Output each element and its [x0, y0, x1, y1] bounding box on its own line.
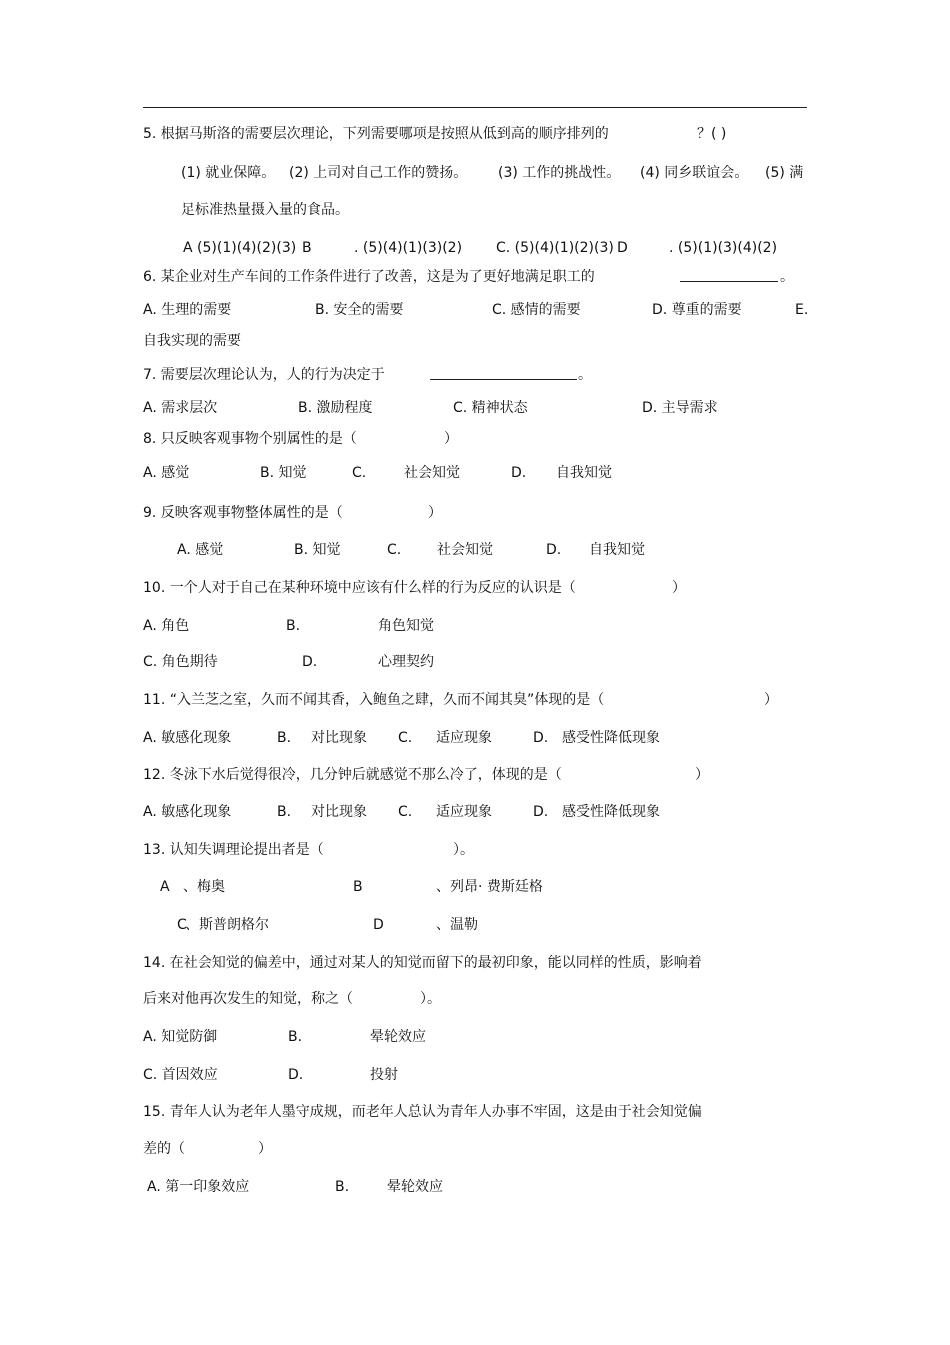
q13-option-c-letter: C — [177, 917, 187, 933]
q6-option-d: D. 尊重的需要 — [652, 302, 742, 318]
q6-blank — [680, 267, 778, 288]
q12-option-b-letter: B. — [277, 804, 292, 820]
q9-option-a: A. 感觉 — [177, 542, 224, 558]
q7-option-d: D. 主导需求 — [642, 400, 718, 416]
q6-option-a: A. 生理的需要 — [143, 302, 232, 318]
q10-stem: 10. 一个人对于自己在某种环境中应该有什么样的行为反应的认识是（ — [143, 580, 576, 596]
q11-end: ） — [764, 692, 778, 708]
q11-option-d: 感受性降低现象 — [562, 730, 660, 746]
q14-option-d-letter: D. — [288, 1067, 304, 1083]
q5-option-d: . (5)(1)(3)(4)(2) — [669, 240, 778, 256]
q12-option-d-letter: D. — [533, 804, 549, 820]
q13-option-a-letter: A — [160, 879, 170, 895]
q7-blank — [430, 365, 577, 386]
q5-item-5-cont: 足标准热量摄入量的食品。 — [181, 202, 349, 218]
q8-option-c-letter: C. — [352, 465, 367, 481]
q5-stem: 5. 根据马斯洛的需要层次理论，下列需要哪项是按照从低到高的顺序排列的 — [143, 126, 609, 142]
q12-end: ） — [695, 767, 709, 783]
q8-end: ） — [444, 431, 458, 447]
q6-option-e: E. — [795, 302, 809, 318]
q7-option-c: C. 精神状态 — [453, 400, 528, 416]
q15-end: ） — [258, 1141, 272, 1157]
q7-option-a: A. 需求层次 — [143, 400, 218, 416]
q8-option-a: A. 感觉 — [143, 465, 190, 481]
q13-end: ）。 — [453, 842, 474, 858]
q5-paren: ？( ) — [697, 126, 727, 142]
q12-option-a: A. 敏感化现象 — [143, 804, 232, 820]
q5-item-2: (2) 上司对自己工作的赞扬。 — [289, 165, 468, 181]
q15-option-b: 晕轮效应 — [387, 1179, 443, 1195]
q12-option-d: 感受性降低现象 — [562, 804, 660, 820]
q7-end: 。 — [578, 367, 592, 383]
q9-option-d: 自我知觉 — [589, 542, 645, 558]
q10-option-c: C. 角色期待 — [143, 654, 218, 670]
q14-option-a: A. 知觉防御 — [143, 1029, 218, 1045]
q5-item-5: (5) 满 — [765, 165, 804, 181]
q10-option-b: 角色知觉 — [378, 618, 434, 634]
q10-option-b-letter: B. — [286, 618, 301, 634]
q5-item-3: (3) 工作的挑战性。 — [498, 165, 621, 181]
q14-stem-line-1: 14. 在社会知觉的偏差中，通过对某人的知觉而留下的最初印象，能以同样的性质，影响着 — [143, 955, 702, 971]
q5-option-c: C. (5)(4)(1)(2)(3) — [496, 240, 614, 256]
q8-option-b: B. 知觉 — [260, 465, 307, 481]
q11-stem: 11. “入兰芝之室，久而不闻其香，入鲍鱼之肆，久而不闻其臭”体现的是（ — [143, 692, 605, 708]
q9-stem: 9. 反映客观事物整体属性的是（ — [143, 505, 343, 521]
q14-option-c: C. 首因效应 — [143, 1067, 218, 1083]
q10-option-a: A. 角色 — [143, 618, 190, 634]
q15-option-a: A. 第一印象效应 — [147, 1179, 250, 1195]
q8-option-d: 自我知觉 — [556, 465, 612, 481]
q8-option-c: 社会知觉 — [404, 465, 460, 481]
q6-option-c: C. 感情的需要 — [492, 302, 581, 318]
q7-option-b: B. 激励程度 — [298, 400, 373, 416]
q6-option-b: B. 安全的需要 — [315, 302, 404, 318]
q9-option-d-letter: D. — [546, 542, 562, 558]
q14-option-d: 投射 — [370, 1067, 398, 1083]
q5-option-b-letter: B — [302, 240, 312, 256]
q10-option-d: 心理契约 — [378, 654, 434, 670]
q11-option-c: 适应现象 — [436, 730, 492, 746]
q15-stem-line-2: 差的（ — [143, 1141, 185, 1157]
q8-option-d-letter: D. — [511, 465, 527, 481]
q11-option-b-letter: B. — [277, 730, 292, 746]
q10-end: ） — [672, 580, 686, 596]
q6-stem: 6. 某企业对生产车间的工作条件进行了改善，这是为了更好地满足职工的 — [143, 269, 595, 285]
q5-item-1: (1) 就业保障。 — [181, 165, 276, 181]
q12-option-c-letter: C. — [398, 804, 413, 820]
q13-option-d: 、温勒 — [436, 917, 478, 933]
q5-item-4: (4) 同乡联谊会。 — [640, 165, 749, 181]
q9-option-c-letter: C. — [387, 542, 402, 558]
q5-option-d-letter: D — [617, 240, 628, 256]
q6-end: 。 — [780, 269, 794, 285]
q13-stem: 13. 认知失调理论提出者是（ — [143, 842, 324, 858]
q11-option-b: 对比现象 — [311, 730, 367, 746]
q5-option-b: . (5)(4)(1)(3)(2) — [354, 240, 463, 256]
q13-option-b-letter: B — [353, 879, 363, 895]
q15-option-b-letter: B. — [335, 1179, 350, 1195]
q12-option-c: 适应现象 — [436, 804, 492, 820]
q12-option-b: 对比现象 — [311, 804, 367, 820]
q9-end: ） — [428, 505, 442, 521]
q6-option-e-text: 自我实现的需要 — [143, 333, 241, 349]
q14-option-b-letter: B. — [288, 1029, 303, 1045]
q7-stem: 7. 需要层次理论认为，人的行为决定于 — [143, 367, 385, 383]
q8-stem: 8. 只反映客观事物个别属性的是（ — [143, 431, 357, 447]
q11-option-a: A. 敏感化现象 — [143, 730, 232, 746]
q14-end: ）。 — [420, 991, 441, 1007]
q9-option-c: 社会知觉 — [437, 542, 493, 558]
q5-option-a: A (5)(1)(4)(2)(3) — [183, 240, 297, 256]
q13-option-c: 、斯普朗格尔 — [185, 917, 269, 933]
q11-option-c-letter: C. — [398, 730, 413, 746]
q13-option-b: 、列昂· 费斯廷格 — [436, 879, 543, 895]
q14-option-b: 晕轮效应 — [370, 1029, 426, 1045]
q10-option-d-letter: D. — [302, 654, 318, 670]
q13-option-a: 、梅奥 — [183, 879, 225, 895]
q9-option-b: B. 知觉 — [294, 542, 341, 558]
q14-stem-line-2: 后来对他再次发生的知觉，称之（ — [143, 991, 353, 1007]
q13-option-d-letter: D — [373, 917, 384, 933]
q12-stem: 12. 冬泳下水后觉得很冷，几分钟后就感觉不那么冷了，体现的是（ — [143, 767, 562, 783]
q15-stem-line-1: 15. 青年人认为老年人墨守成规，而老年人总认为青年人办事不牢固，这是由于社会知觉偏 — [143, 1104, 702, 1120]
q11-option-d-letter: D. — [533, 730, 549, 746]
top-rule — [143, 107, 807, 108]
